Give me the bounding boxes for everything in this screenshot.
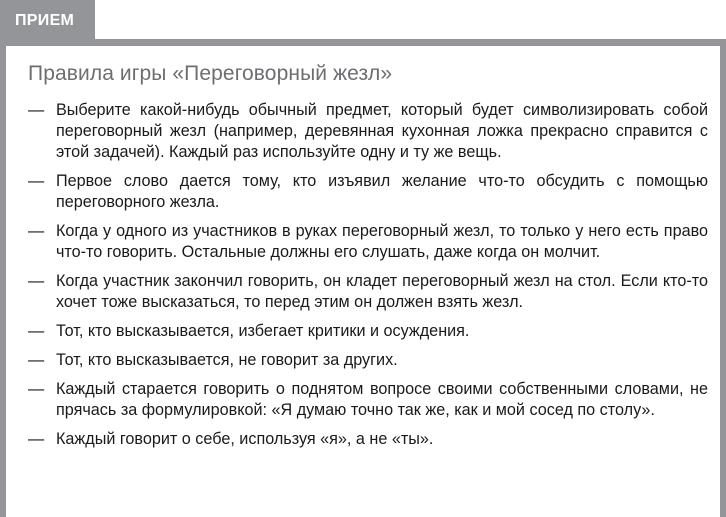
rules-box xyxy=(28,62,708,458)
dash-bullet-icon: — xyxy=(28,351,45,369)
rules-list xyxy=(28,100,708,450)
rule-item xyxy=(28,429,708,450)
frame-right-border xyxy=(720,39,726,517)
dash-bullet-icon: — xyxy=(28,101,45,119)
rule-text: Выберите какой-нибудь обычный предмет, который будет символизировать собой переговорный жезл (например, деревянная кухонная ложка прекрасно справится с этой задачей). Каждый раз используйте одну и ту же вещь. xyxy=(56,101,708,161)
dash-bullet-icon: — xyxy=(28,380,45,398)
dash-bullet-icon: — xyxy=(28,322,45,340)
rule-text: Каждый старается говорить о поднятом вопросе своими собственными словами, не прячась за формулировкой: «Я думаю точно так же, как и мой сосед по столу». xyxy=(56,380,708,419)
box-title: Правила игры «Переговорный жезл» xyxy=(28,62,393,85)
rule-item xyxy=(28,271,708,313)
dash-bullet-icon: — xyxy=(28,430,45,448)
rule-item xyxy=(28,379,708,421)
dash-bullet-icon: — xyxy=(28,272,45,290)
rule-item xyxy=(28,100,708,163)
tab-label: ПРИЕМ xyxy=(15,12,75,29)
dash-bullet-icon: — xyxy=(28,222,45,240)
rule-text: Когда у одного из участников в руках переговорный жезл, то только у него есть право что-то говорить. Остальные должны его слушать, даже когда он молчит. xyxy=(56,222,708,261)
rule-item xyxy=(28,350,708,371)
rule-item xyxy=(28,171,708,213)
rule-text: Когда участник закончил говорить, он кладет переговорный жезл на стол. Если кто-то хочет тоже высказаться, то перед этим он должен взять жезл. xyxy=(56,272,708,311)
rule-text: Первое слово дается тому, кто изъявил желание что-то обсудить с помощью переговорного жезла. xyxy=(56,172,708,211)
rule-item xyxy=(28,221,708,263)
frame-left-border xyxy=(0,39,6,517)
rule-text: Тот, кто высказывается, избегает критики и осуждения. xyxy=(56,322,470,340)
dash-bullet-icon: — xyxy=(28,172,45,190)
rule-text: Тот, кто высказывается, не говорит за других. xyxy=(56,351,398,369)
frame-top-border xyxy=(0,39,726,46)
rule-item xyxy=(28,321,708,342)
rule-text: Каждый говорит о себе, используя «я», а не «ты». xyxy=(56,430,434,448)
